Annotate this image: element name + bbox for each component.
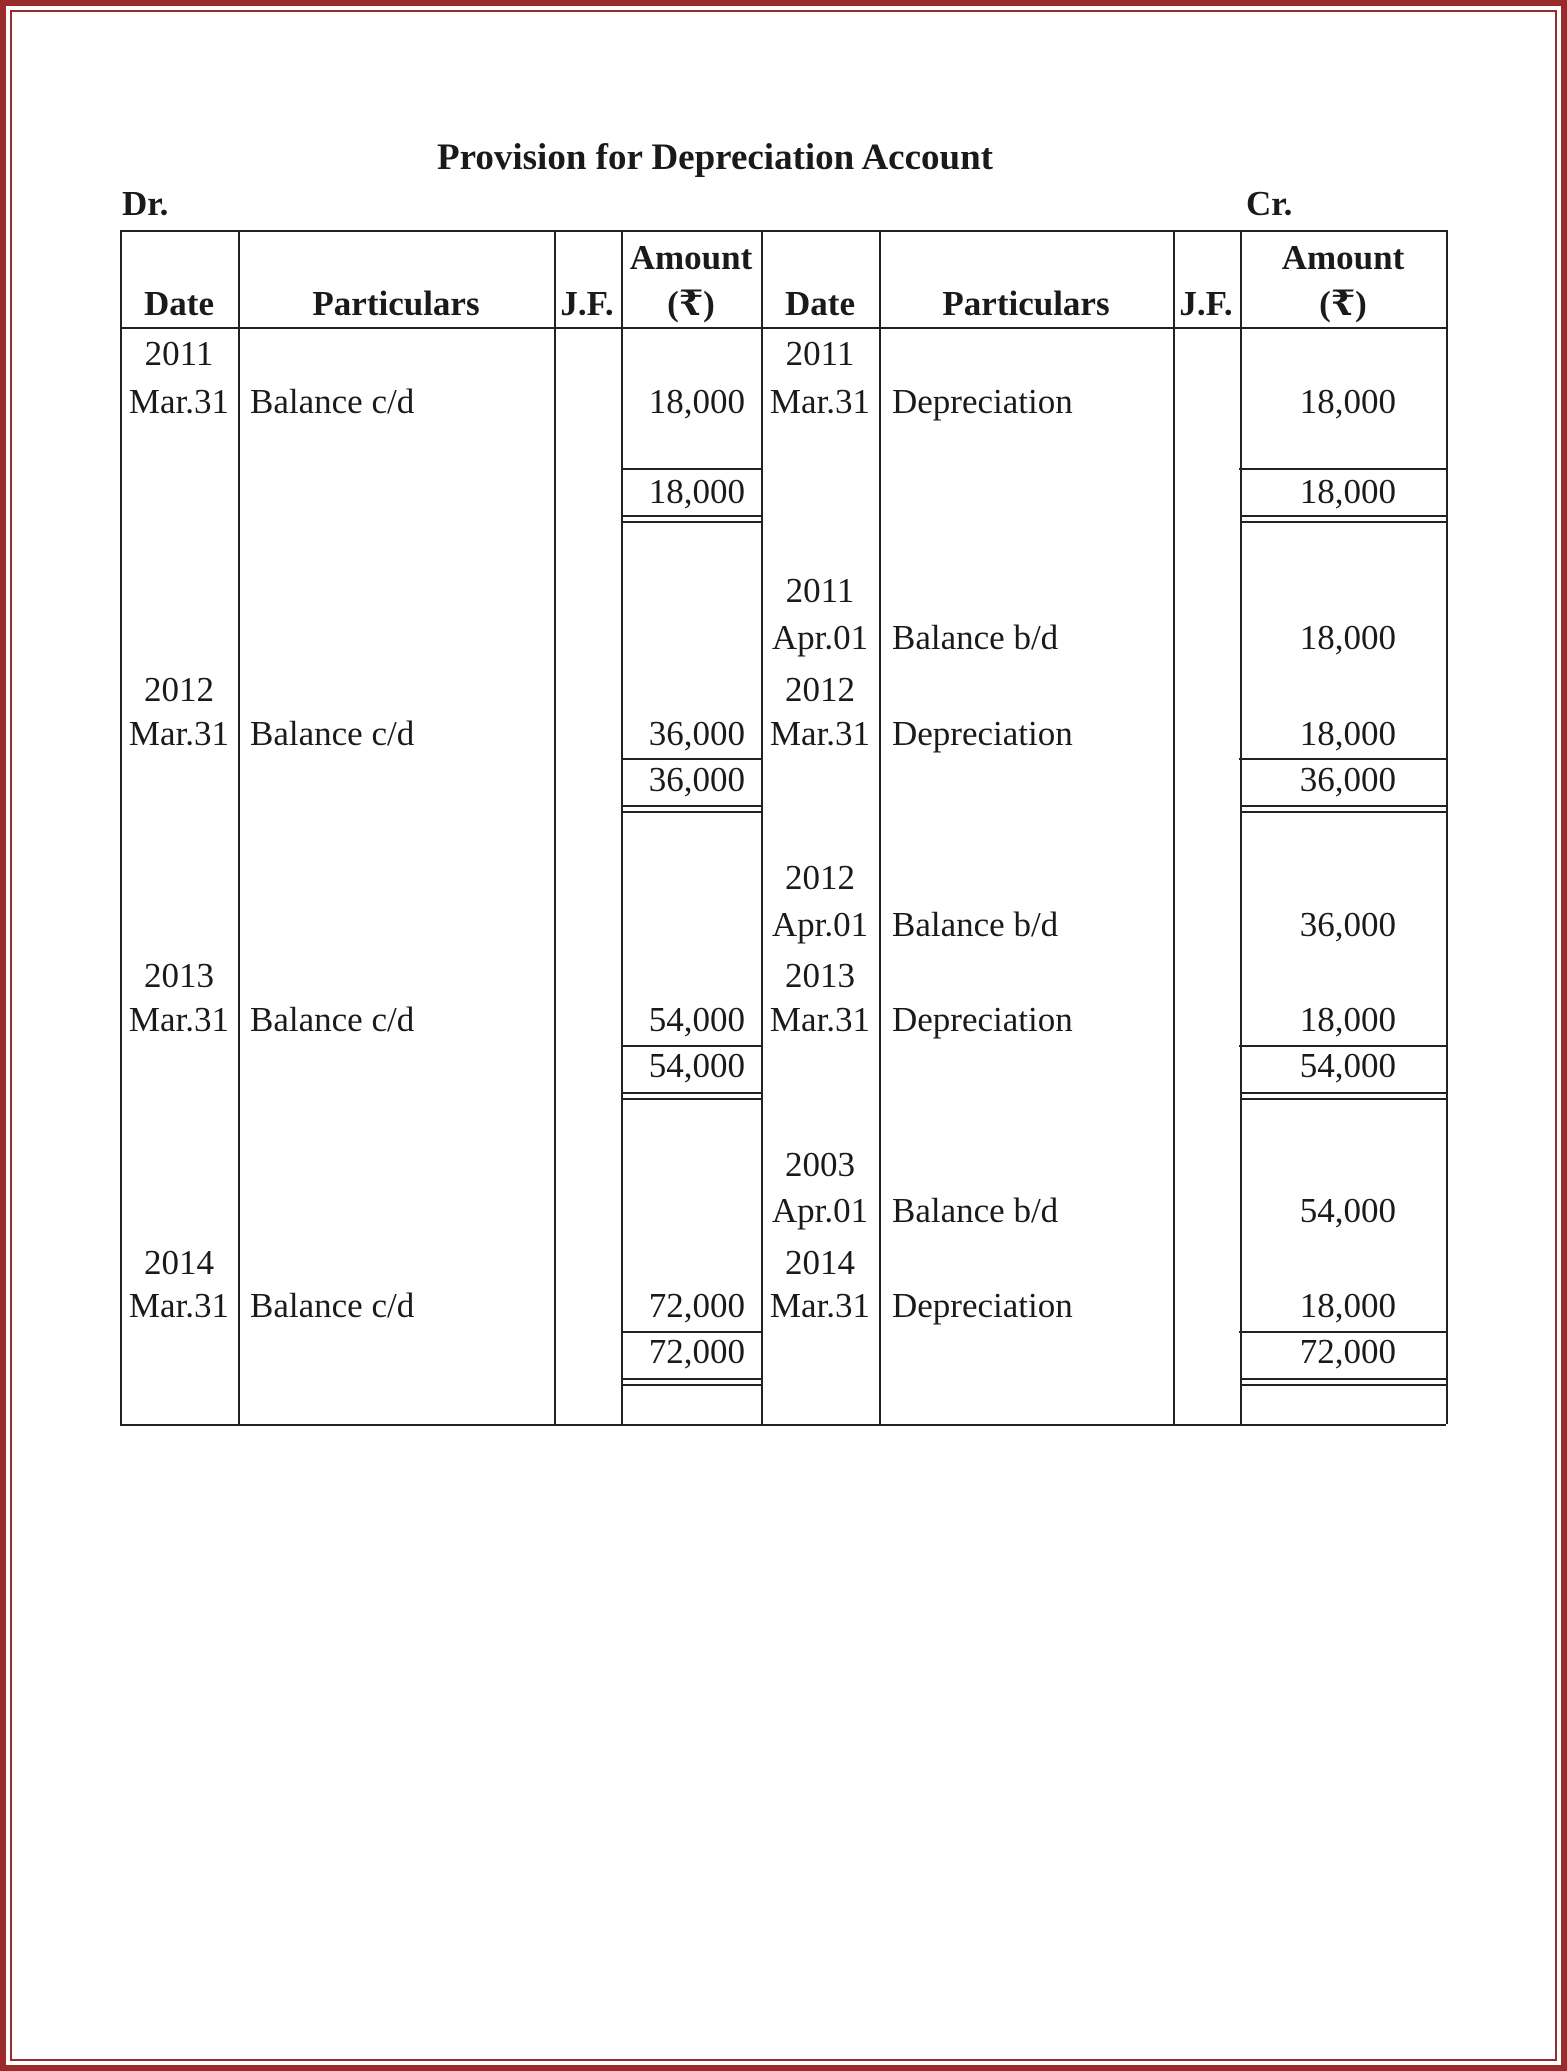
cr-entry-date: Mar.31 [769, 714, 871, 753]
dr-entry-date: Mar.31 [128, 1286, 230, 1325]
column-line [120, 230, 122, 1424]
cr-header-amount-unit: (₹) [1319, 284, 1367, 323]
total-double-rule-1 [1240, 1092, 1446, 1094]
total-double-rule-2 [621, 1098, 761, 1100]
dr-total-amount: 54,000 [648, 1046, 745, 1085]
cr-entry-date: Apr.01 [771, 618, 869, 657]
dr-entry-date: Mar.31 [128, 382, 230, 421]
cr-entry-year: 2003 [785, 1145, 855, 1184]
cr-entry-particulars: Depreciation [892, 382, 1073, 421]
column-line [238, 230, 240, 1424]
cr-entry-year: 2012 [785, 670, 855, 709]
total-double-rule-1 [1240, 515, 1446, 517]
cr-entry-particulars: Depreciation [892, 714, 1073, 753]
column-line [1173, 230, 1175, 1424]
dr-header-amount-unit: (₹) [667, 284, 715, 323]
total-double-rule-2 [1240, 521, 1446, 523]
cr-entry-particulars: Depreciation [892, 1286, 1073, 1325]
dr-entry-year: 2014 [144, 1243, 214, 1282]
cr-header-amount: Amount [1281, 238, 1405, 277]
total-double-rule-2 [621, 811, 761, 813]
table-top-border [120, 230, 1446, 232]
dr-entry-year: 2011 [144, 334, 214, 373]
dr-total-amount: 18,000 [648, 472, 745, 511]
column-line [621, 230, 623, 1424]
cr-entry-amount: 54,000 [1299, 1191, 1396, 1230]
total-double-rule-2 [621, 1384, 761, 1386]
cr-entry-amount: 18,000 [1299, 1286, 1396, 1325]
cr-entry-particulars: Balance b/d [892, 1191, 1059, 1230]
dr-entry-amount: 36,000 [648, 714, 745, 753]
cr-entry-date: Mar.31 [769, 382, 871, 421]
cr-entry-amount: 18,000 [1299, 382, 1396, 421]
dr-header-amount: Amount [629, 238, 753, 277]
dr-entry-particulars: Balance c/d [250, 714, 415, 753]
total-top-rule [621, 468, 761, 470]
dr-entry-particulars: Balance c/d [250, 382, 415, 421]
cr-entry-amount: 18,000 [1299, 618, 1396, 657]
dr-total-amount: 72,000 [648, 1332, 745, 1371]
dr-entry-year: 2013 [144, 956, 214, 995]
header-bottom-border [120, 327, 1446, 329]
cr-entry-year: 2012 [785, 858, 855, 897]
cr-entry-date: Apr.01 [771, 1191, 869, 1230]
total-double-rule-1 [621, 1092, 761, 1094]
cr-header-date: Date [785, 284, 855, 323]
total-double-rule-2 [1240, 1098, 1446, 1100]
column-line [879, 230, 881, 1424]
cr-entry-particulars: Balance b/d [892, 618, 1059, 657]
total-double-rule-2 [1240, 811, 1446, 813]
cr-entry-year: 2011 [785, 334, 855, 373]
cr-entry-amount: 18,000 [1299, 1000, 1396, 1039]
cr-entry-year: 2014 [785, 1243, 855, 1282]
cr-label: Cr. [1246, 184, 1293, 223]
dr-entry-date: Mar.31 [128, 1000, 230, 1039]
dr-entry-date: Mar.31 [128, 714, 230, 753]
cr-entry-date: Mar.31 [769, 1286, 871, 1325]
cr-entry-date: Mar.31 [769, 1000, 871, 1039]
total-top-rule [1240, 468, 1446, 470]
column-line [554, 230, 556, 1424]
cr-entry-amount: 36,000 [1299, 905, 1396, 944]
cr-entry-particulars: Balance b/d [892, 905, 1059, 944]
column-line [1240, 230, 1242, 1424]
dr-entry-particulars: Balance c/d [250, 1286, 415, 1325]
dr-entry-particulars: Balance c/d [250, 1000, 415, 1039]
dr-entry-amount: 72,000 [648, 1286, 745, 1325]
table-bottom-border [120, 1424, 1446, 1426]
account-title: Provision for Depreciation Account [437, 137, 993, 178]
cr-total-amount: 36,000 [1299, 760, 1396, 799]
total-double-rule-2 [621, 521, 761, 523]
cr-header-jf: J.F. [1179, 284, 1233, 323]
column-line [761, 230, 763, 1424]
dr-label: Dr. [122, 184, 169, 223]
cr-entry-date: Apr.01 [771, 905, 869, 944]
total-double-rule-1 [621, 805, 761, 807]
dr-entry-year: 2012 [144, 670, 214, 709]
cr-entry-year: 2011 [785, 571, 855, 610]
dr-header-date: Date [144, 284, 214, 323]
total-double-rule-1 [1240, 805, 1446, 807]
total-double-rule-1 [621, 515, 761, 517]
cr-entry-year: 2013 [785, 956, 855, 995]
dr-header-particulars: Particulars [312, 284, 480, 323]
total-double-rule-2 [1240, 1384, 1446, 1386]
total-double-rule-1 [1240, 1378, 1446, 1380]
cr-total-amount: 18,000 [1299, 472, 1396, 511]
dr-total-amount: 36,000 [648, 760, 745, 799]
cr-total-amount: 54,000 [1299, 1046, 1396, 1085]
total-double-rule-1 [621, 1378, 761, 1380]
cr-entry-amount: 18,000 [1299, 714, 1396, 753]
dr-entry-amount: 18,000 [648, 382, 745, 421]
dr-header-jf: J.F. [560, 284, 614, 323]
cr-entry-particulars: Depreciation [892, 1000, 1073, 1039]
cr-total-amount: 72,000 [1299, 1332, 1396, 1371]
dr-entry-amount: 54,000 [648, 1000, 745, 1039]
column-line [1446, 230, 1448, 1424]
cr-header-particulars: Particulars [942, 284, 1110, 323]
